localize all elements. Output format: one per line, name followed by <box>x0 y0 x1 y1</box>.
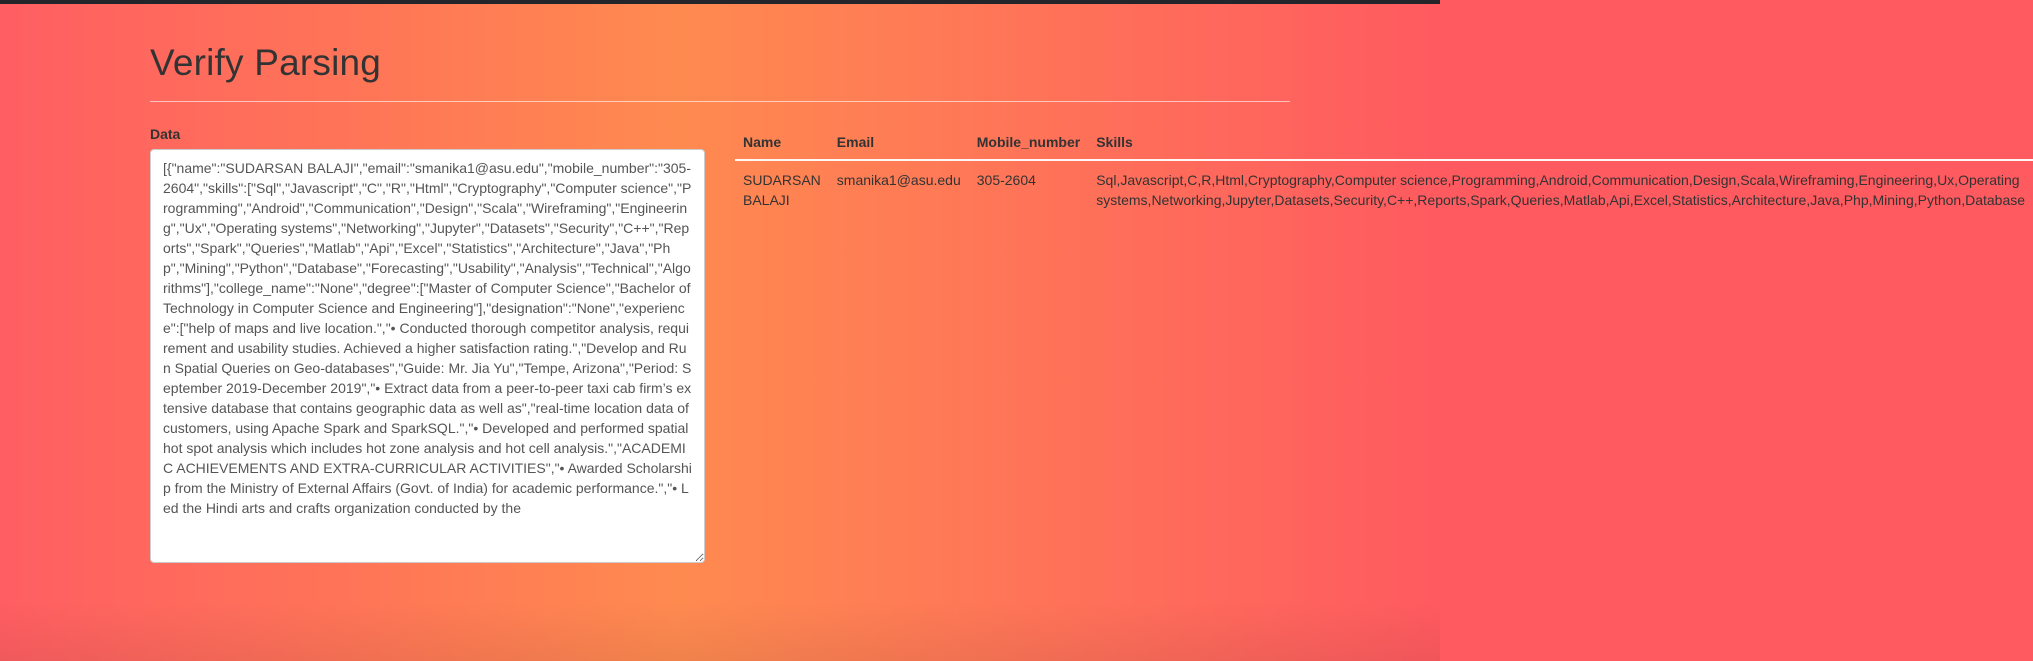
results-table <box>735 120 2033 218</box>
cell-mobile-number: 305-2604 <box>976 172 1036 188</box>
table-row <box>735 160 2033 218</box>
page-title: Verify Parsing <box>150 42 382 83</box>
cell-email: smanika1@asu.edu <box>836 172 961 188</box>
skills-line-1: Sql,Javascript,C,R,Html,Cryptography,Computer science,Programming,Android,Communication,Design,Scala,Wireframing,Engineering,Ux,Operating <box>1096 172 2020 188</box>
column-header-mobile-number: Mobile_number <box>969 120 1088 160</box>
column-header-skills: Skills <box>1088 120 2033 160</box>
bottom-shadow <box>0 601 1440 661</box>
column-header-name: Name <box>735 120 829 160</box>
column-header-email: Email <box>829 120 969 160</box>
title-divider <box>150 101 1290 102</box>
results-table-container <box>735 120 2026 218</box>
cell-name: SUDARSAN BALAJI <box>743 172 821 208</box>
cell-skills <box>1088 160 2033 218</box>
table-header-row <box>735 120 2033 160</box>
data-label: Data <box>150 126 181 142</box>
data-textarea[interactable] <box>150 149 705 563</box>
skills-line-2: systems,Networking,Jupyter,Datasets,Security,C++,Reports,Spark,Queries,Matlab,Api,Excel,Statistics,Architecture,Java,Php,Mining,Python,Database <box>1096 192 2026 208</box>
